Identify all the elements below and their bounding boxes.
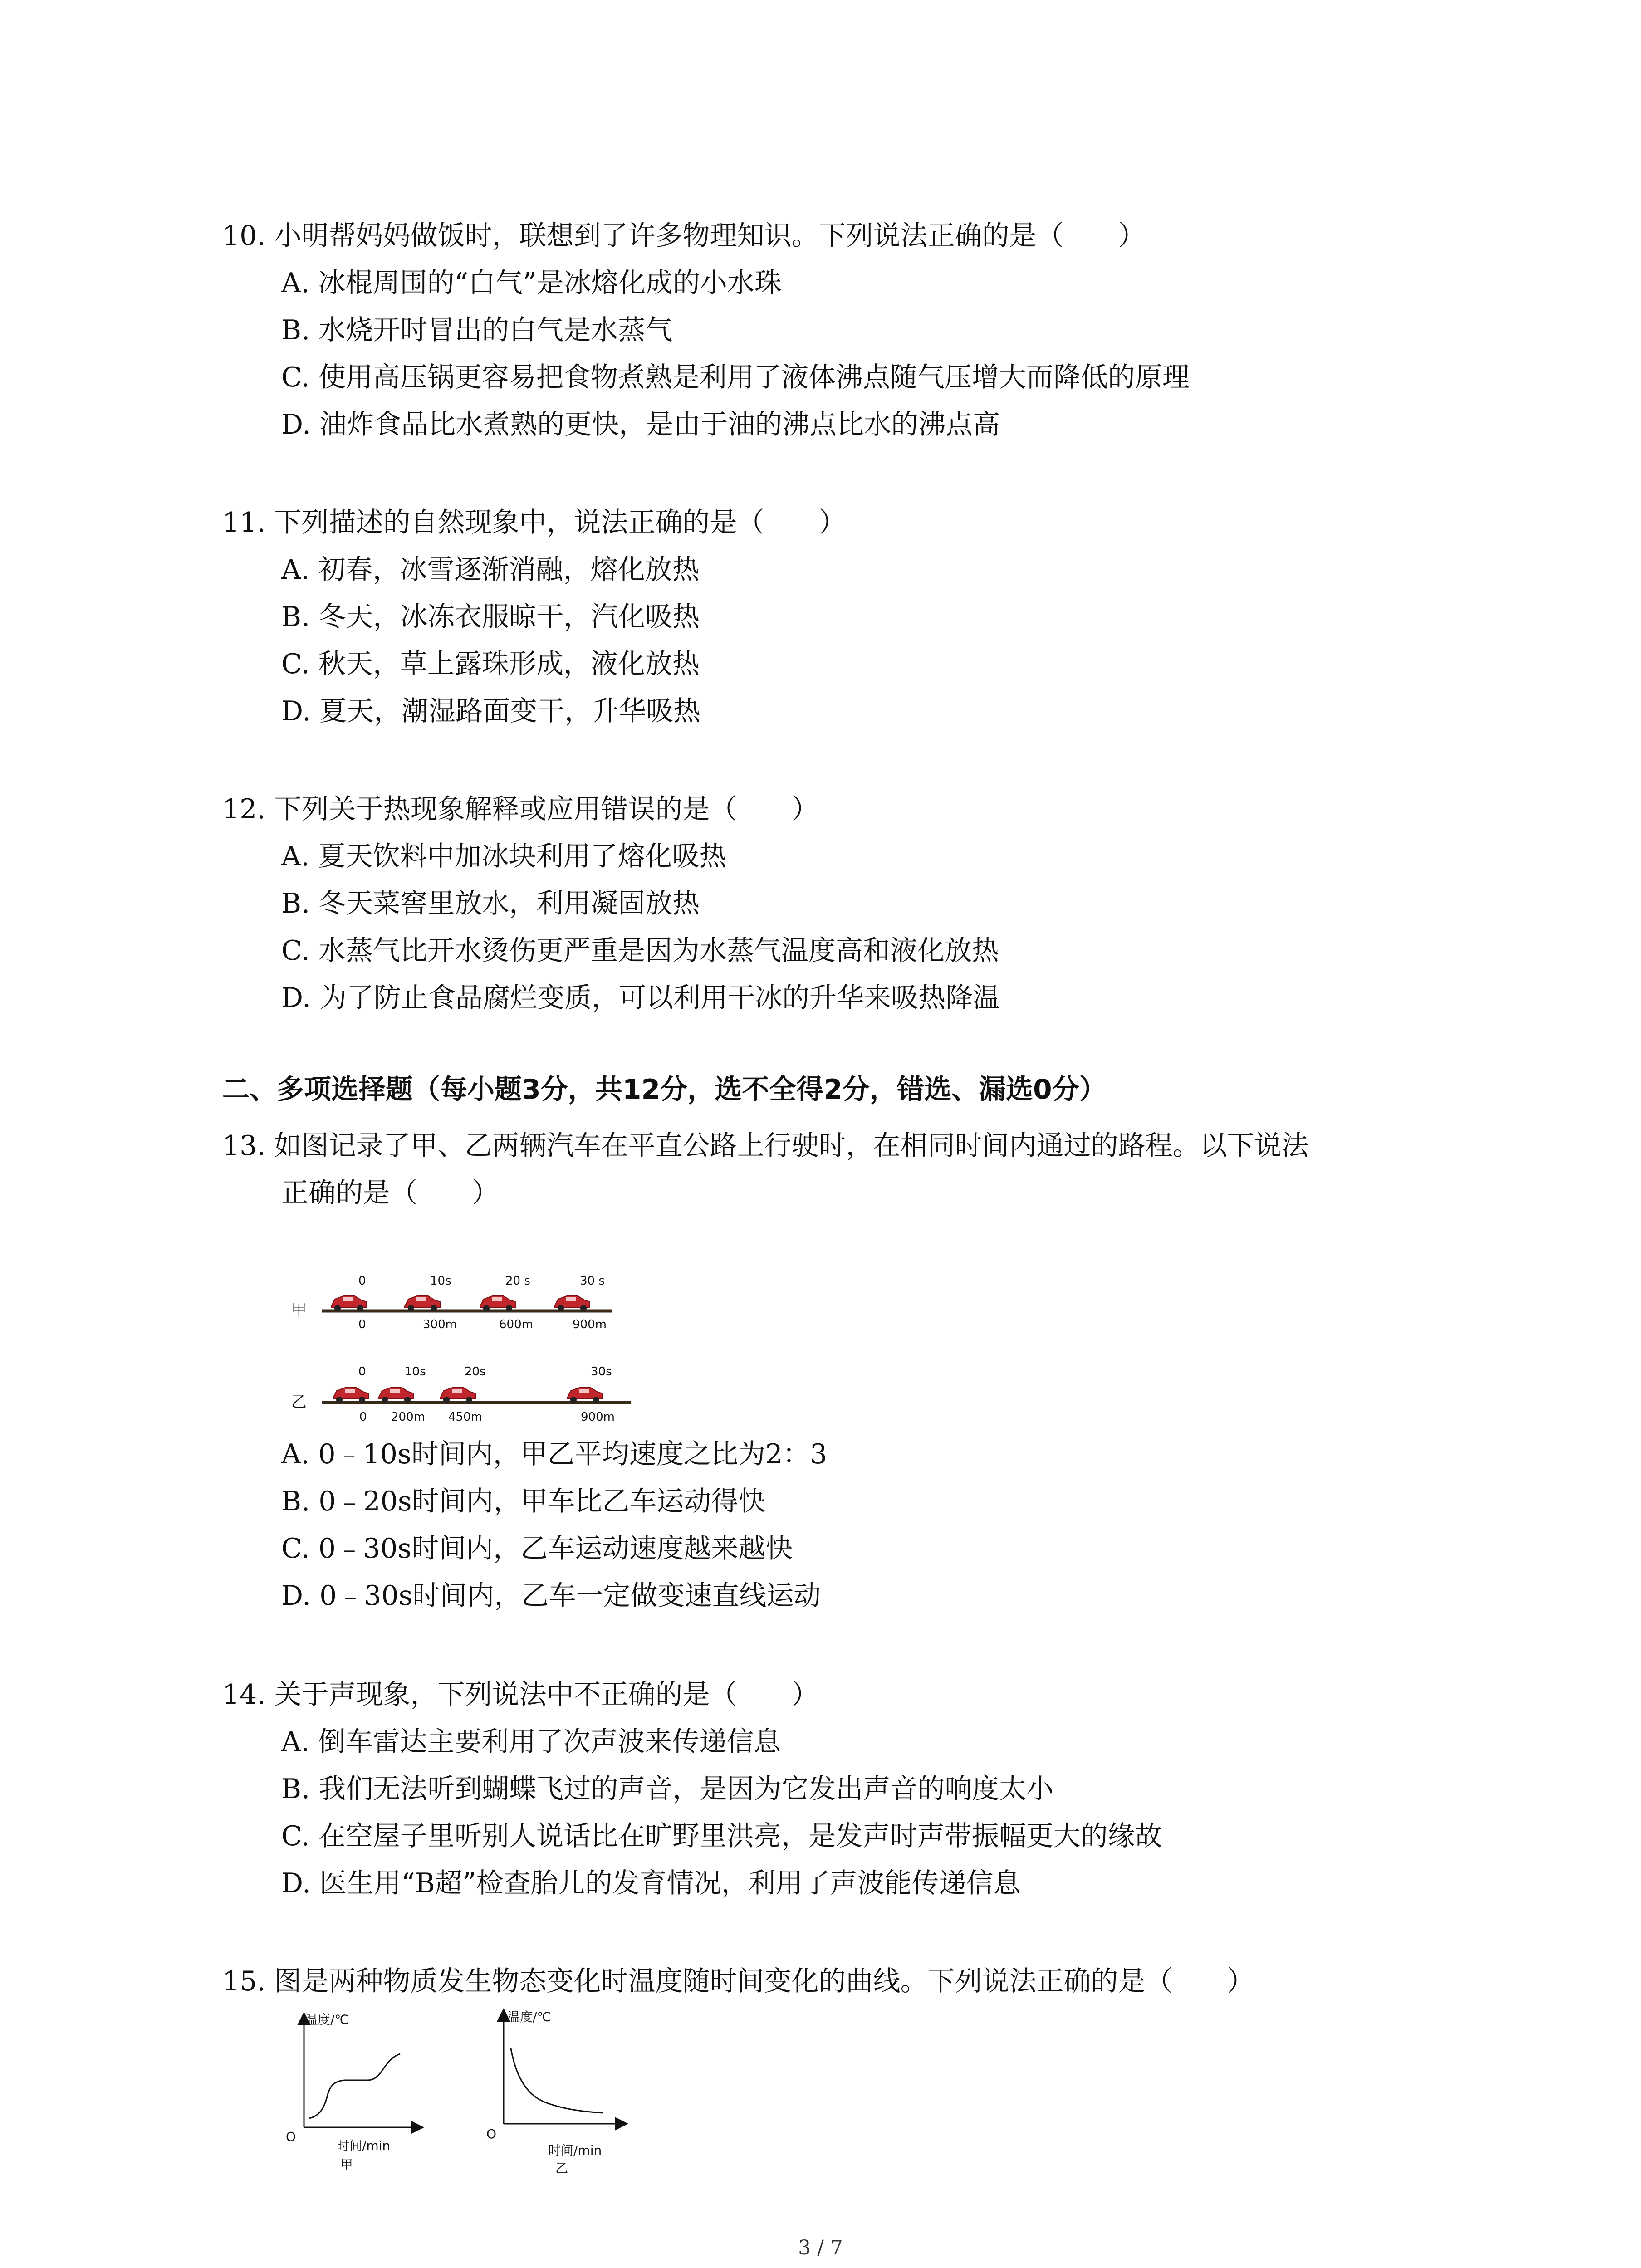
option-b: B. 冬天菜窖里放水，利用凝固放热 — [281, 888, 700, 919]
graph-b-curve — [511, 2048, 603, 2113]
car-a-time-10: 10s — [430, 1274, 451, 1288]
option-a: A. 倒车雷达主要利用了次声波来传递信息 — [281, 1726, 781, 1758]
car-b-time-30: 30s — [591, 1365, 612, 1378]
option-d: D. 为了防止食品腐烂变质，可以利用干冰的升华来吸热降温 — [281, 982, 1000, 1014]
car-b-distance-900: 900m — [581, 1410, 615, 1424]
option-b: B. 我们无法听到蝴蝶飞过的声音，是因为它发出声音的响度太小 — [281, 1773, 1054, 1805]
option-c: C. 水蒸气比开水烫伤更严重是因为水蒸气温度高和液化放热 — [281, 935, 999, 967]
question-15 — [222, 1958, 1493, 2005]
option-a: A. 夏天饮料中加冰块利用了熔化吸热 — [281, 841, 727, 872]
question-stem: 10. 小明帮妈妈做饭时，联想到了许多物理知识。下列说法正确的是（ ） — [222, 220, 1146, 252]
question-11 — [222, 499, 1493, 735]
option-b: B. 0﹣20s时间内，甲车比乙车运动得快 — [281, 1486, 766, 1517]
option-c: C. 秋天，草上露珠形成，液化放热 — [281, 648, 700, 680]
question-10 — [222, 212, 1493, 448]
option-b: B. 冬天，冰冻衣服晾干，汽化吸热 — [281, 601, 700, 633]
graph-a — [286, 2012, 417, 2172]
graph-a-ylabel: 温度/℃ — [305, 2012, 349, 2027]
car-a-icon-3 — [480, 1295, 515, 1311]
option-c: C. 使用高压锅更容易把食物煮熟是利用了液体沸点随气压增大而降低的原理 — [281, 362, 1190, 393]
graph-b — [486, 2009, 622, 2173]
section-heading: 二、多项选择题（每小题3分，共12分，选不全得2分，错选、漏选0分） — [222, 1074, 1107, 1105]
car-a-icon-4 — [554, 1295, 590, 1311]
car-b-icon-2 — [378, 1387, 414, 1403]
graph-a-curve — [309, 2054, 400, 2118]
car-a-time-20: 20 s — [505, 1274, 530, 1288]
car-b-time-0: 0 — [358, 1365, 366, 1378]
car-b-label: 乙 — [291, 1393, 307, 1411]
car-distance-figure — [286, 1261, 649, 1433]
option-a: A. 0﹣10s时间内，甲乙平均速度之比为2：3 — [281, 1438, 828, 1470]
car-b-icon-4 — [567, 1387, 603, 1403]
graph-b-xlabel: 时间/min — [548, 2143, 602, 2158]
graph-a-origin: O — [286, 2129, 296, 2144]
question-stem: 15. 图是两种物质发生物态变化时温度随时间变化的曲线。下列说法正确的是（ ） — [222, 1965, 1254, 1997]
car-b-distance-450: 450m — [448, 1410, 482, 1424]
option-a: A. 初春，冰雪逐渐消融，熔化放热 — [281, 554, 700, 586]
car-b-icon-3 — [440, 1387, 475, 1403]
option-d: D. 夏天，潮湿路面变干，升华吸热 — [281, 695, 701, 727]
car-a-icon-2 — [405, 1295, 440, 1311]
temperature-time-figure — [277, 2005, 649, 2173]
option-c: C. 0﹣30s时间内，乙车运动速度越来越快 — [281, 1533, 793, 1564]
car-a-distance-0: 0 — [358, 1318, 366, 1331]
option-d: D. 0﹣30s时间内，乙车一定做变速直线运动 — [281, 1580, 821, 1612]
option-d: D. 油炸食品比水煮熟的更快，是由于油的沸点比水的沸点高 — [281, 409, 1000, 440]
car-b-icon-1 — [333, 1387, 368, 1403]
page-number: 3 / 7 — [798, 2236, 843, 2259]
option-c: C. 在空屋子里听别人说话比在旷野里洪亮，是发声时声带振幅更大的缘故 — [281, 1820, 1162, 1852]
question-stem-line-1: 13. 如图记录了甲、乙两辆汽车在平直公路上行驶时，在相同时间内通过的路程。以下说法 — [222, 1130, 1309, 1162]
option-d: D. 医生用“B超”检查胎儿的发育情况，利用了声波能传递信息 — [281, 1867, 1021, 1899]
car-b-distance-200: 200m — [391, 1410, 425, 1424]
question-stem: 12. 下列关于热现象解释或应用错误的是（ ） — [222, 793, 819, 825]
question-12 — [222, 786, 1493, 1022]
car-b-time-20: 20s — [465, 1365, 486, 1378]
car-b-distance-0: 0 — [359, 1410, 367, 1424]
question-14 — [222, 1671, 1493, 1907]
car-a-time-30: 30 s — [580, 1274, 605, 1288]
car-distance-diagram — [286, 1261, 649, 1433]
question-stem-line-2: 正确的是（ ） — [281, 1177, 499, 1209]
graph-a-xlabel: 时间/min — [337, 2138, 391, 2153]
car-a-distance-600: 600m — [499, 1318, 533, 1331]
option-a: A. 冰棍周围的“白气”是冰熔化成的小水珠 — [281, 267, 782, 299]
car-a-icon-1 — [331, 1295, 367, 1311]
car-a-distance-900: 900m — [573, 1318, 607, 1331]
question-stem: 14. 关于声现象，下列说法中不正确的是（ ） — [222, 1679, 819, 1711]
graph-b-origin: O — [486, 2126, 497, 2141]
question-13-options — [222, 1431, 1493, 1619]
option-b: B. 水烧开时冒出的白气是水蒸气 — [281, 314, 673, 346]
graph-a-caption: 甲 — [340, 2157, 353, 2172]
car-a-distance-300: 300m — [423, 1318, 457, 1331]
temperature-time-graphs — [277, 2005, 649, 2173]
question-13 — [222, 1122, 1493, 1217]
graph-b-ylabel: 温度/℃ — [507, 2009, 551, 2024]
car-a-label: 甲 — [291, 1301, 307, 1320]
car-b-time-10: 10s — [405, 1365, 426, 1378]
car-a-time-0: 0 — [358, 1274, 366, 1288]
question-stem: 11. 下列描述的自然现象中，说法正确的是（ ） — [222, 507, 846, 538]
graph-b-caption: 乙 — [555, 2161, 568, 2173]
